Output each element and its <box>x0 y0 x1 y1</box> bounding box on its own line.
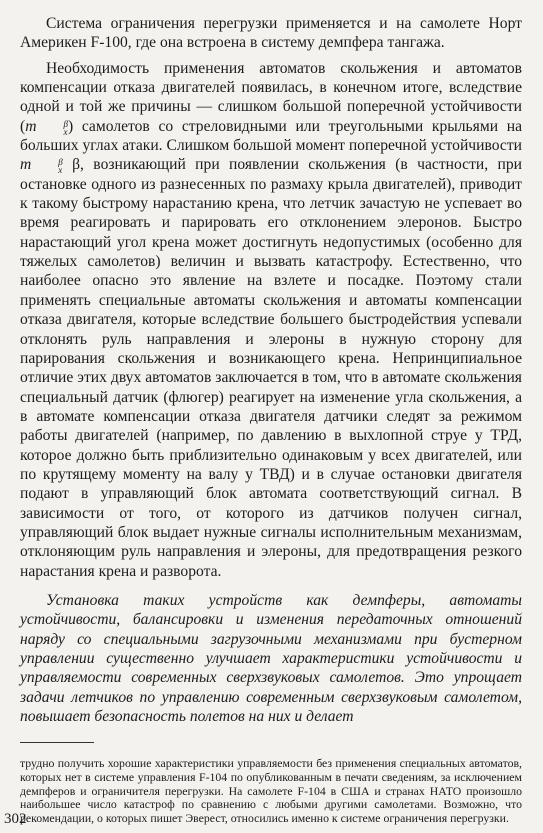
paragraph-2: Необходимость применения автоматов скольжения и автоматов компенсации отказа двигателей появилась, в конечном итоге, вследствие одной и той же причины — слишком большой поперечной устойчивости (m β x ) самолетов со стреловидными или треугольными крыльями на больших углах атаки. Слишком большой момент поперечной устойчивости m β x β, возникающий при появлении скольжения (в частности, при остановке одного из разнесенных по размаху крыла двигателей), приводит к такому быстрому нарастанию крена, что летчик зачастую не успевает во время реагировать и парировать его отклонением элеронов. Быстро нарастающий угол крена может достигнуть недопустимых (особенно для тяжелых самолетов) величин и вызвать катастрофу. Естественно, что наиболее опасно это явление на взлете и посадке. Поэтому стали применять специальные автоматы скольжения и автоматы компенсации отказа двигателя, которые вследствие большего быстродействия успевали отклонять руль направления и элероны в нужную сторону для парирования скольжения и возникающего крена. Непринципиальное отличие этих двух автоматов заключается в том, что в автомате скольжения специальный датчик (флюгер) реагирует на изменение угла скольжения, а в автомате компенсации отказа двигателя датчики следят за режимом работы двигателей (например, по давлению в выхлопной струе у ТРД, которое должно быть приблизительно одинаковым у всех двигателей, или по крутящему моменту на валу у ТВД) и в случае остановки двигателя подают в управляющий блок автомата соответствующий сигнал. В зависимости от того, от которого из датчиков получен сигнал, управляющий блок выдает нужные сигналы исполнительным механизмам, отклоняющим руль направления и элероны, для предотвращения резкого нарастания крена и разворота. <box>20 59 522 580</box>
footnote: трудно получить хорошие характеристики управляемости без применения специальных автоматов, которых нет в системе управления F-104 по опубликованным в печати сведениям, за исключением демпферов и ограничителя перегрузки. На самолете F-104 в США и странах НАТО произошло наибольшее число катастроф по сравнению с любыми другими самолетами. Возможно, что рекомендации, о которых пишет Эверест, относились именно к системе ограничения перегрузки. <box>20 756 522 825</box>
paragraph-3: Установка таких устройств как демпферы, автоматы устойчивости, балансировки и изменения передаточных отношений наряду со специальными загрузочными механизмами при бустерном управлении существенно улучшает характеристики устойчивости и управляемости современных сверхзвуковых самолетов. Это упрощает задачи летчиков по управлению современным сверхзвуковым самолетом, повышает безопасность полетов на них и делает <box>20 591 522 726</box>
paragraph-1: Система ограничения перегрузки применяется и на самолете Норт Америкен F-100, где она встроена в систему демпфера тангажа. <box>20 15 522 52</box>
footnote-separator <box>20 742 94 743</box>
math-m-beta-x: m β x <box>25 117 68 137</box>
math-m-beta-x: m β x <box>20 156 63 176</box>
page-body <box>20 14 522 825</box>
page-number: 302 <box>4 811 27 827</box>
